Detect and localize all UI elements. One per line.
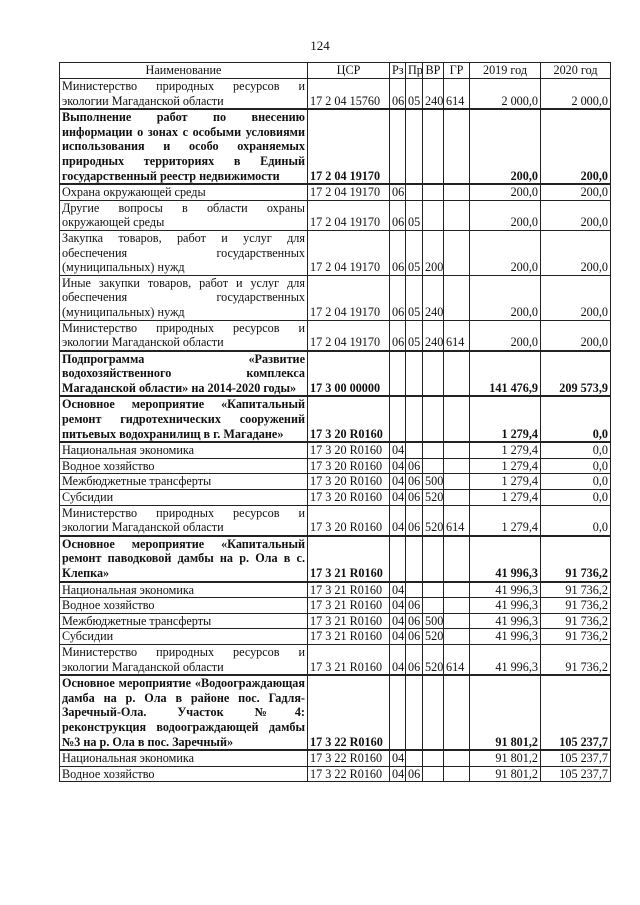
cell-2020: 2 000,0 <box>541 79 611 110</box>
cell-vr: 520 <box>423 490 444 506</box>
cell-name: Выполнение работ по внесению информации о зонах с особыми условиями использования и особо охраняемых природных территориях в Единый государственный реестр недвижимости <box>60 109 308 184</box>
cell-rz <box>390 675 406 750</box>
page-number: 124 <box>310 38 330 53</box>
cell-gr <box>444 613 470 629</box>
cell-2020: 0,0 <box>541 505 611 536</box>
cell-csr: 17 3 20 R0160 <box>308 458 390 474</box>
cell-rz: 04 <box>390 644 406 675</box>
cell-name: Межбюджетные трансферты <box>60 474 308 490</box>
cell-2019: 2 000,0 <box>470 79 541 110</box>
cell-csr: 17 2 04 15760 <box>308 79 390 110</box>
cell-2019: 200,0 <box>470 184 541 200</box>
cell-gr <box>444 598 470 614</box>
header-2019: 2019 год <box>470 63 541 79</box>
cell-2019: 200,0 <box>470 230 541 275</box>
cell-2019: 41 996,3 <box>470 536 541 582</box>
cell-name: Водное хозяйство <box>60 598 308 614</box>
cell-name: Основное мероприятие «Водоограждающая дамба на р. Ола в районе пос. Гадля-Заречный-Ола. Участок №4: реконструкция водоограждающей дамбы №3 на р. Ола в пос. Заречный» <box>60 675 308 750</box>
cell-pr <box>406 536 423 582</box>
cell-2020: 200,0 <box>541 320 611 351</box>
cell-rz: 04 <box>390 598 406 614</box>
header-vr: ВР <box>423 63 444 79</box>
cell-2019: 41 996,3 <box>470 629 541 645</box>
cell-2020: 91 736,2 <box>541 582 611 598</box>
cell-vr: 240 <box>423 79 444 110</box>
cell-gr <box>444 675 470 750</box>
cell-gr <box>444 629 470 645</box>
cell-csr: 17 3 21 R0160 <box>308 629 390 645</box>
cell-2019: 141 476,9 <box>470 351 541 397</box>
cell-gr <box>444 582 470 598</box>
cell-gr <box>444 275 470 320</box>
cell-rz: 06 <box>390 320 406 351</box>
table-row <box>60 458 611 474</box>
table-header-row <box>60 63 611 79</box>
cell-vr <box>423 582 444 598</box>
cell-2020: 105 237,7 <box>541 750 611 766</box>
cell-vr: 520 <box>423 505 444 536</box>
cell-rz: 04 <box>390 490 406 506</box>
cell-csr: 17 3 22 R0160 <box>308 750 390 766</box>
cell-vr <box>423 200 444 230</box>
cell-pr: 06 <box>406 766 423 782</box>
cell-csr: 17 2 04 19170 <box>308 320 390 351</box>
cell-2019: 200,0 <box>470 275 541 320</box>
table-row <box>60 750 611 766</box>
cell-pr <box>406 675 423 750</box>
cell-name: Закупка товаров, работ и услуг для обеспечения государственных (муниципальных) нужд <box>60 230 308 275</box>
cell-2020: 91 736,2 <box>541 613 611 629</box>
cell-2020: 105 237,7 <box>541 766 611 782</box>
cell-gr <box>444 442 470 458</box>
cell-2020: 91 736,2 <box>541 598 611 614</box>
cell-rz: 04 <box>390 750 406 766</box>
cell-csr: 17 2 04 19170 <box>308 200 390 230</box>
cell-name: Иные закупки товаров, работ и услуг для обеспечения государственных (муниципальных) нужд <box>60 275 308 320</box>
cell-gr: 614 <box>444 505 470 536</box>
cell-pr: 05 <box>406 200 423 230</box>
cell-rz: 04 <box>390 442 406 458</box>
cell-pr: 06 <box>406 505 423 536</box>
table-row <box>60 200 611 230</box>
cell-pr <box>406 351 423 397</box>
cell-name: Субсидии <box>60 490 308 506</box>
cell-gr <box>444 200 470 230</box>
header-name: Наименование <box>60 63 308 79</box>
table-row <box>60 275 611 320</box>
cell-name: Министерство природных ресурсов и экологии Магаданской области <box>60 79 308 110</box>
cell-rz: 04 <box>390 505 406 536</box>
table-body <box>60 79 611 782</box>
cell-pr: 06 <box>406 458 423 474</box>
cell-csr: 17 3 20 R0160 <box>308 490 390 506</box>
cell-2020: 0,0 <box>541 474 611 490</box>
cell-2019: 91 801,2 <box>470 766 541 782</box>
cell-name: Подпрограмма «Развитие водохозяйственного комплекса Магаданской области» на 2014-2020 годы» <box>60 351 308 397</box>
cell-csr: 17 3 21 R0160 <box>308 644 390 675</box>
cell-pr <box>406 442 423 458</box>
cell-vr <box>423 458 444 474</box>
cell-name: Основное мероприятие «Капитальный ремонт паводковой дамбы на р. Ола в с. Клепка» <box>60 536 308 582</box>
cell-pr <box>406 582 423 598</box>
cell-pr: 06 <box>406 490 423 506</box>
cell-pr <box>406 184 423 200</box>
cell-rz: 06 <box>390 200 406 230</box>
cell-2019: 1 279,4 <box>470 442 541 458</box>
cell-2019: 41 996,3 <box>470 613 541 629</box>
cell-pr: 06 <box>406 598 423 614</box>
table-row <box>60 184 611 200</box>
cell-2019: 200,0 <box>470 320 541 351</box>
cell-name: Основное мероприятие «Капитальный ремонт гидротехнических сооружений питьевых водохранилищ в г. Магадане» <box>60 396 308 442</box>
cell-rz: 06 <box>390 230 406 275</box>
cell-2020: 200,0 <box>541 200 611 230</box>
cell-csr: 17 3 20 R0160 <box>308 442 390 458</box>
cell-gr <box>444 766 470 782</box>
cell-2020: 0,0 <box>541 442 611 458</box>
cell-pr: 05 <box>406 79 423 110</box>
table-row <box>60 79 611 110</box>
cell-2019: 1 279,4 <box>470 458 541 474</box>
cell-gr <box>444 458 470 474</box>
cell-vr: 240 <box>423 320 444 351</box>
cell-pr: 06 <box>406 613 423 629</box>
table-row <box>60 351 611 397</box>
cell-2019: 91 801,2 <box>470 675 541 750</box>
cell-csr: 17 3 21 R0160 <box>308 598 390 614</box>
cell-gr: 614 <box>444 79 470 110</box>
cell-rz: 04 <box>390 766 406 782</box>
cell-2019: 1 279,4 <box>470 396 541 442</box>
table-row <box>60 474 611 490</box>
cell-vr <box>423 766 444 782</box>
cell-2020: 200,0 <box>541 230 611 275</box>
cell-vr: 200 <box>423 230 444 275</box>
cell-name: Министерство природных ресурсов и экологии Магаданской области <box>60 644 308 675</box>
cell-2020: 91 736,2 <box>541 644 611 675</box>
table-row <box>60 644 611 675</box>
cell-2020: 209 573,9 <box>541 351 611 397</box>
cell-vr: 520 <box>423 644 444 675</box>
cell-rz <box>390 109 406 184</box>
cell-2020: 200,0 <box>541 275 611 320</box>
cell-rz: 06 <box>390 184 406 200</box>
cell-gr <box>444 396 470 442</box>
cell-pr: 06 <box>406 474 423 490</box>
table-row <box>60 598 611 614</box>
cell-rz: 04 <box>390 474 406 490</box>
cell-2019: 1 279,4 <box>470 490 541 506</box>
cell-vr <box>423 351 444 397</box>
cell-csr: 17 2 04 19170 <box>308 275 390 320</box>
cell-gr <box>444 109 470 184</box>
cell-vr <box>423 750 444 766</box>
cell-rz: 06 <box>390 275 406 320</box>
cell-name: Водное хозяйство <box>60 766 308 782</box>
cell-name: Другие вопросы в области охраны окружающей среды <box>60 200 308 230</box>
table-row <box>60 766 611 782</box>
cell-csr: 17 2 04 19170 <box>308 184 390 200</box>
cell-2020: 0,0 <box>541 490 611 506</box>
cell-name: Национальная экономика <box>60 582 308 598</box>
cell-vr <box>423 675 444 750</box>
cell-name: Субсидии <box>60 629 308 645</box>
cell-gr: 614 <box>444 320 470 351</box>
cell-gr <box>444 536 470 582</box>
cell-pr <box>406 396 423 442</box>
cell-csr: 17 3 20 R0160 <box>308 396 390 442</box>
table-row <box>60 582 611 598</box>
cell-2020: 200,0 <box>541 184 611 200</box>
cell-2019: 1 279,4 <box>470 505 541 536</box>
cell-csr: 17 3 20 R0160 <box>308 505 390 536</box>
cell-pr: 05 <box>406 230 423 275</box>
cell-2019: 41 996,3 <box>470 644 541 675</box>
cell-rz: 04 <box>390 629 406 645</box>
cell-gr <box>444 474 470 490</box>
cell-rz: 04 <box>390 458 406 474</box>
cell-name: Межбюджетные трансферты <box>60 613 308 629</box>
cell-vr: 240 <box>423 275 444 320</box>
cell-rz <box>390 396 406 442</box>
cell-vr <box>423 598 444 614</box>
table-row <box>60 442 611 458</box>
cell-pr: 06 <box>406 644 423 675</box>
cell-pr <box>406 750 423 766</box>
cell-2019: 200,0 <box>470 109 541 184</box>
cell-csr: 17 3 21 R0160 <box>308 536 390 582</box>
table-row <box>60 109 611 184</box>
cell-vr: 520 <box>423 629 444 645</box>
table-row <box>60 490 611 506</box>
cell-vr <box>423 184 444 200</box>
cell-name: Охрана окружающей среды <box>60 184 308 200</box>
cell-csr: 17 2 04 19170 <box>308 109 390 184</box>
table-row <box>60 675 611 750</box>
cell-pr: 06 <box>406 629 423 645</box>
cell-2019: 91 801,2 <box>470 750 541 766</box>
cell-2020: 91 736,2 <box>541 536 611 582</box>
cell-csr: 17 3 22 R0160 <box>308 675 390 750</box>
cell-2019: 1 279,4 <box>470 474 541 490</box>
cell-rz: 04 <box>390 613 406 629</box>
cell-gr <box>444 351 470 397</box>
cell-name: Министерство природных ресурсов и экологии Магаданской области <box>60 320 308 351</box>
cell-rz <box>390 536 406 582</box>
table-row <box>60 230 611 275</box>
table-row <box>60 320 611 351</box>
cell-gr <box>444 230 470 275</box>
cell-csr: 17 3 20 R0160 <box>308 474 390 490</box>
cell-vr <box>423 536 444 582</box>
table-row <box>60 505 611 536</box>
cell-pr: 05 <box>406 275 423 320</box>
cell-pr: 05 <box>406 320 423 351</box>
cell-csr: 17 3 00 00000 <box>308 351 390 397</box>
cell-rz <box>390 351 406 397</box>
cell-pr <box>406 109 423 184</box>
cell-gr <box>444 750 470 766</box>
cell-2019: 200,0 <box>470 200 541 230</box>
cell-vr <box>423 396 444 442</box>
cell-2020: 91 736,2 <box>541 629 611 645</box>
cell-gr: 614 <box>444 644 470 675</box>
header-2020: 2020 год <box>541 63 611 79</box>
cell-gr <box>444 490 470 506</box>
table-row <box>60 536 611 582</box>
cell-2020: 105 237,7 <box>541 675 611 750</box>
cell-csr: 17 3 21 R0160 <box>308 582 390 598</box>
cell-2020: 0,0 <box>541 396 611 442</box>
cell-2019: 41 996,3 <box>470 582 541 598</box>
header-pr: Пр <box>406 63 423 79</box>
header-rz: Рз <box>390 63 406 79</box>
cell-rz: 04 <box>390 582 406 598</box>
budget-table <box>59 62 611 782</box>
table-row <box>60 613 611 629</box>
cell-csr: 17 2 04 19170 <box>308 230 390 275</box>
cell-name: Национальная экономика <box>60 750 308 766</box>
cell-2020: 0,0 <box>541 458 611 474</box>
cell-vr: 500 <box>423 474 444 490</box>
cell-2019: 41 996,3 <box>470 598 541 614</box>
cell-vr <box>423 109 444 184</box>
cell-vr: 500 <box>423 613 444 629</box>
cell-rz: 06 <box>390 79 406 110</box>
cell-csr: 17 3 22 R0160 <box>308 766 390 782</box>
cell-csr: 17 3 21 R0160 <box>308 613 390 629</box>
header-gr: ГР <box>444 63 470 79</box>
cell-gr <box>444 184 470 200</box>
table-row <box>60 396 611 442</box>
cell-name: Водное хозяйство <box>60 458 308 474</box>
cell-2020: 200,0 <box>541 109 611 184</box>
header-csr: ЦСР <box>308 63 390 79</box>
table-row <box>60 629 611 645</box>
cell-name: Министерство природных ресурсов и экологии Магаданской области <box>60 505 308 536</box>
cell-vr <box>423 442 444 458</box>
cell-name: Национальная экономика <box>60 442 308 458</box>
